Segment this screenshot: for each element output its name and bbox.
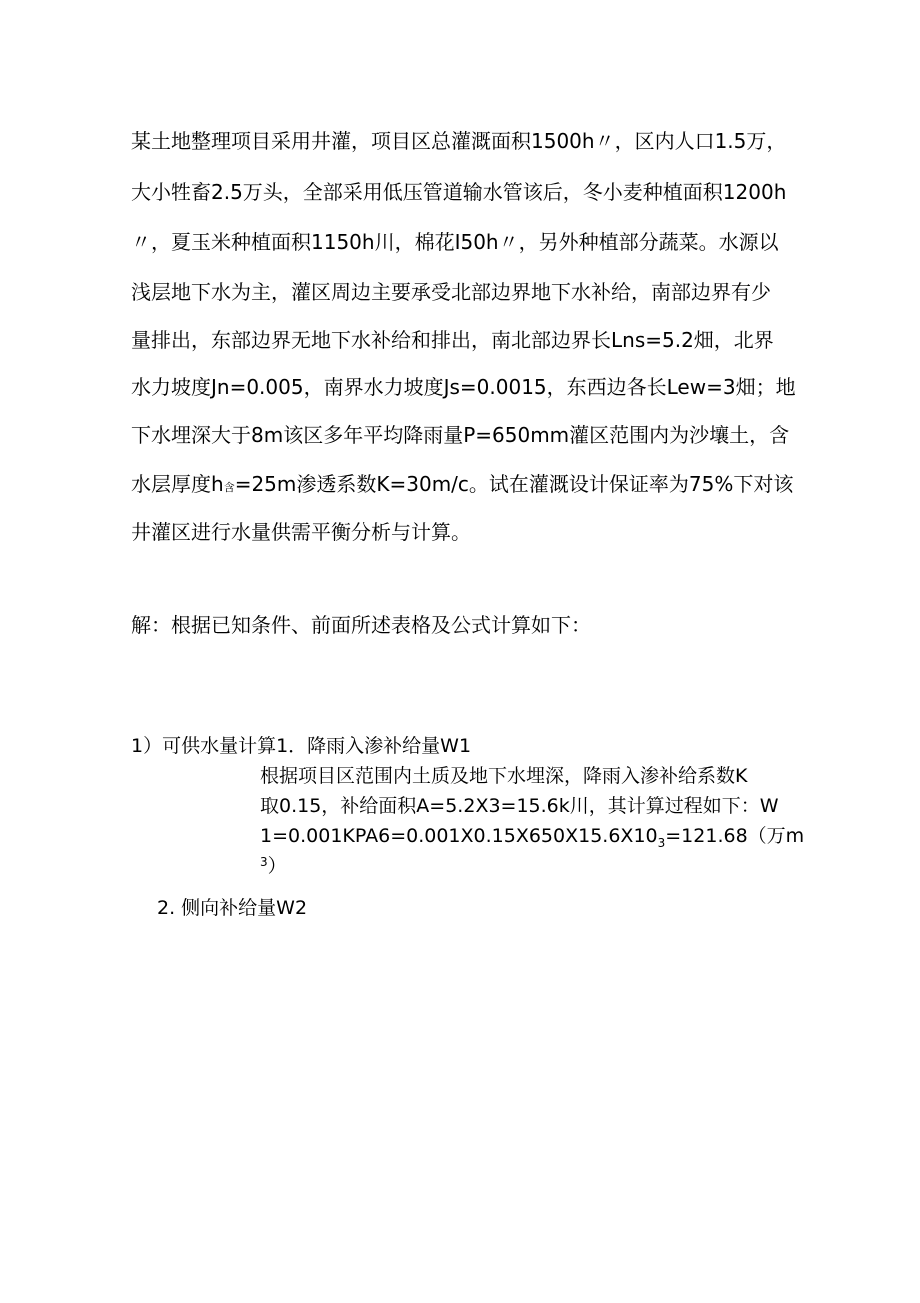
problem-line-7: 下水埋深大于8m该区多年平均降雨量P=650mm灌区范围内为沙壤土，含 [131,423,790,447]
problem-line-4: 浅层地下水为主，灌区周边主要承受北部边界地下水补给，南部边界有少 [131,280,771,304]
problem-line-8-subscript: 含 [223,481,235,494]
problem-line-8-post: =25m渗透系数K=30m/c。试在灌溉设计保证率为75%下对该 [234,472,794,496]
section-1-line-3 [260,824,804,855]
formula-pre: 1=0.001KPA6=0.001X0.15X650X15.6X10 [260,825,658,847]
section-1-line-4 [260,850,287,878]
formula-subscript: 3 [657,836,666,850]
unit-superscript: 3 [260,855,268,869]
section-1-heading: 1）可供水量计算1．降雨入渗补给量W1 [131,735,472,757]
formula-post: =121.68（万m [665,825,805,847]
answer-intro: 解：根据已知条件、前面所述表格及公式计算如下： [131,613,591,637]
problem-line-5: 量排出，东部边界无地下水补给和排出，南北部边界长Lns=5.2畑，北界 [131,328,774,352]
section-1-line-1: 根据项目区范围内土质及地下水埋深，降雨入渗补给系数K [260,765,748,787]
problem-line-1: 某土地整理项目采用井灌，项目区总灌溉面积1500h〃，区内人口1.5万， [131,129,787,153]
problem-line-9: 井灌区进行水量供需平衡分析与计算。 [131,520,471,544]
section-1-line-2: 取0.15，补给面积A=5.2X3=15.6k川，其计算过程如下：W [260,795,779,817]
problem-line-6: 水力坡度Jn=0.005，南界水力坡度Js=0.0015，东西边各长Lew=3畑；地 [131,375,796,399]
problem-line-2: 大小牲畜2.5万头，全部采用低压管道输水管该后，冬小麦种植面积1200h [131,180,787,204]
unit-close-paren: ） [267,855,287,877]
problem-line-3: 〃，夏玉米种植面积1150h川，棉花I50h〃，另外种植部分蔬菜。水源以 [131,230,779,254]
problem-line-8 [131,472,793,500]
problem-line-8-pre: 水层厚度h [131,472,224,496]
section-2-heading: 2. 侧向补给量W2 [157,897,308,919]
